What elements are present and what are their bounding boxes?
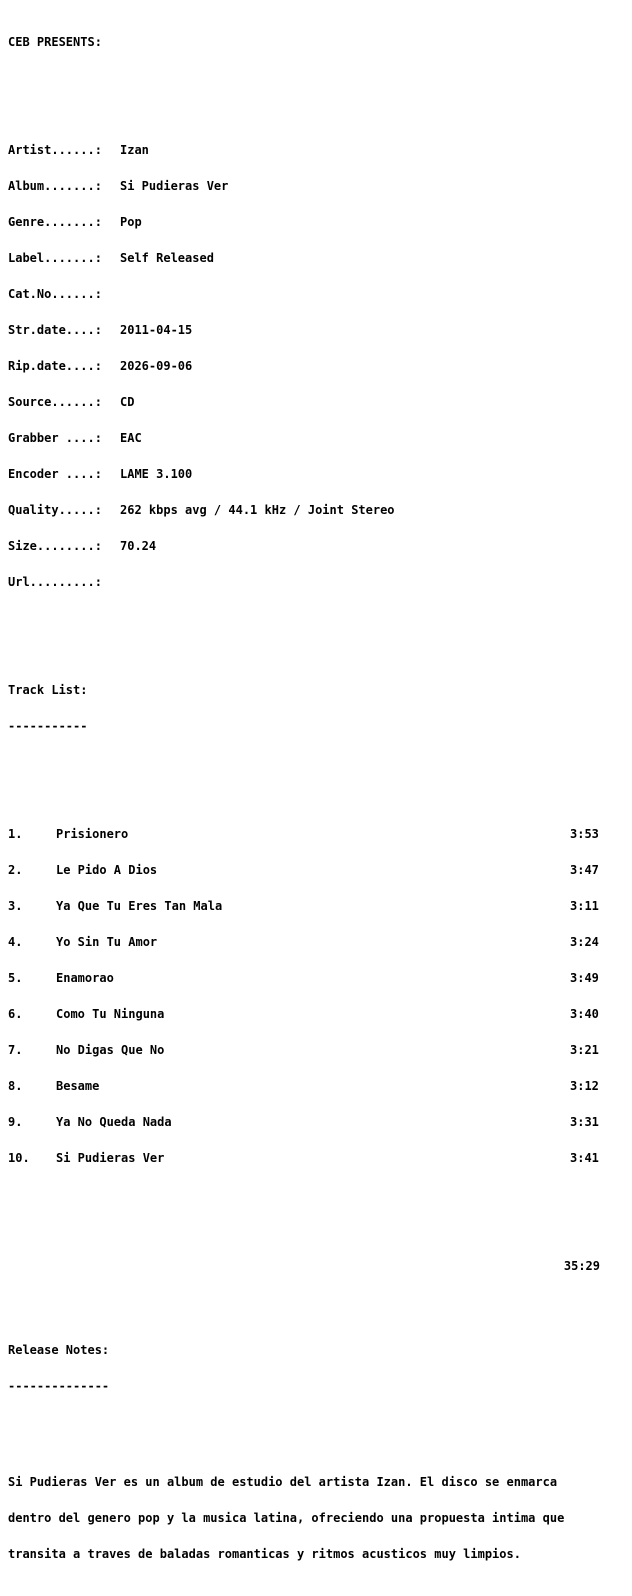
- info-key: Str.date....:: [8, 323, 102, 337]
- info-row-genre: [8, 216, 626, 228]
- track-duration: 3:21: [570, 1043, 599, 1057]
- info-value: 2011-04-15: [120, 323, 193, 337]
- info-row-url: [8, 576, 626, 588]
- info-row-album: [8, 180, 626, 192]
- track-row: [8, 1008, 626, 1020]
- info-key: Rip.date....:: [8, 359, 102, 373]
- track-number: 9.: [8, 1115, 23, 1129]
- info-row-artist: [8, 144, 626, 156]
- spacer: [8, 1224, 626, 1236]
- track-number: 2.: [8, 863, 23, 877]
- track-duration: 3:31: [570, 1115, 599, 1129]
- info-value: Si Pudieras Ver: [120, 179, 229, 193]
- track-number: 3.: [8, 899, 23, 913]
- info-row-source: [8, 396, 626, 408]
- track-row: [8, 828, 626, 840]
- info-key: Encoder ....:: [8, 467, 102, 481]
- spacer: [8, 1296, 626, 1308]
- info-key: Cat.No......:: [8, 287, 102, 301]
- info-row-catno: [8, 288, 626, 300]
- track-duration: 3:12: [570, 1079, 599, 1093]
- info-key: Url.........:: [8, 575, 102, 589]
- track-number: 10.: [8, 1151, 30, 1165]
- info-row-grabber: [8, 432, 626, 444]
- spacer: [8, 1260, 560, 1272]
- track-list: [8, 804, 626, 1188]
- track-row: [8, 864, 626, 876]
- total-duration-row: [8, 1260, 626, 1272]
- spacer: [8, 72, 626, 84]
- track-duration: 3:49: [570, 971, 599, 985]
- track-title: Besame: [56, 1079, 100, 1093]
- spacer: [8, 756, 626, 768]
- info-value: [120, 288, 626, 300]
- info-key: Artist......:: [8, 143, 102, 157]
- track-row: [8, 1044, 626, 1056]
- track-duration: 3:11: [570, 899, 599, 913]
- spacer: [8, 648, 626, 660]
- info-key: Label.......:: [8, 251, 102, 265]
- track-row: [8, 1152, 626, 1164]
- release-notes-line: dentro del genero pop y la musica latina, ofreciendo una propuesta intima que: [8, 1511, 565, 1525]
- spacer: [8, 1416, 626, 1428]
- track-number: 8.: [8, 1079, 23, 1093]
- track-number: 5.: [8, 971, 23, 985]
- info-value: CD: [120, 395, 135, 409]
- info-row-street-date: [8, 324, 626, 336]
- track-row: [8, 1116, 626, 1128]
- info-row-size: [8, 540, 626, 552]
- track-number: 4.: [8, 935, 23, 949]
- info-row-rip-date: [8, 360, 626, 372]
- track-row: [8, 936, 626, 948]
- track-duration: 3:40: [570, 1007, 599, 1021]
- info-value: Izan: [120, 143, 149, 157]
- tracklist-heading: Track List:: [8, 683, 88, 697]
- info-key: Size........:: [8, 539, 102, 553]
- track-number: 7.: [8, 1043, 23, 1057]
- info-value: LAME 3.100: [120, 467, 193, 481]
- track-title: Ya No Queda Nada: [56, 1115, 172, 1129]
- track-number: 1.: [8, 827, 23, 841]
- release-notes-underline: --------------: [8, 1379, 110, 1393]
- track-title: Yo Sin Tu Amor: [56, 935, 158, 949]
- release-notes-line: Si Pudieras Ver es un album de estudio del artista Izan. El disco se enmarca: [8, 1475, 558, 1489]
- track-title: Le Pido A Dios: [56, 863, 158, 877]
- release-notes-line: transita a traves de baladas romanticas y ritmos acusticos muy limpios.: [8, 1547, 521, 1561]
- info-key: Quality.....:: [8, 503, 102, 517]
- presents-heading: CEB PRESENTS:: [8, 35, 102, 49]
- info-value: [120, 576, 626, 588]
- release-info: [8, 120, 626, 612]
- info-row-encoder: [8, 468, 626, 480]
- tracklist-underline: -----------: [8, 719, 88, 733]
- info-value: 262 kbps avg / 44.1 kHz / Joint Stereo: [120, 503, 395, 517]
- track-title: Enamorao: [56, 971, 114, 985]
- info-row-quality: [8, 504, 626, 516]
- track-title: Si Pudieras Ver: [56, 1151, 165, 1165]
- info-row-label: [8, 252, 626, 264]
- track-row: [8, 900, 626, 912]
- release-notes-heading: Release Notes:: [8, 1343, 110, 1357]
- track-duration: 3:24: [570, 935, 599, 949]
- track-title: Prisionero: [56, 827, 129, 841]
- track-duration: 3:41: [570, 1151, 599, 1165]
- info-value: EAC: [120, 431, 142, 445]
- track-row: [8, 1080, 626, 1092]
- track-duration: 3:47: [570, 863, 599, 877]
- info-key: Genre.......:: [8, 215, 102, 229]
- track-title: Como Tu Ninguna: [56, 1007, 165, 1021]
- info-value: 2026-09-06: [120, 359, 193, 373]
- track-row: [8, 972, 626, 984]
- info-value: Self Released: [120, 251, 214, 265]
- track-duration: 3:53: [570, 827, 599, 841]
- info-key: Album.......:: [8, 179, 102, 193]
- info-value: Pop: [120, 215, 142, 229]
- release-notes-body: [8, 1452, 626, 1584]
- track-number: 6.: [8, 1007, 23, 1021]
- track-title: Ya Que Tu Eres Tan Mala: [56, 899, 223, 913]
- info-key: Grabber ....:: [8, 431, 102, 445]
- track-title: No Digas Que No: [56, 1043, 165, 1057]
- info-value: 70.24: [120, 539, 157, 553]
- info-key: Source......:: [8, 395, 102, 409]
- total-duration: 35:29: [563, 1259, 600, 1273]
- nfo-document: [8, 12, 626, 1596]
